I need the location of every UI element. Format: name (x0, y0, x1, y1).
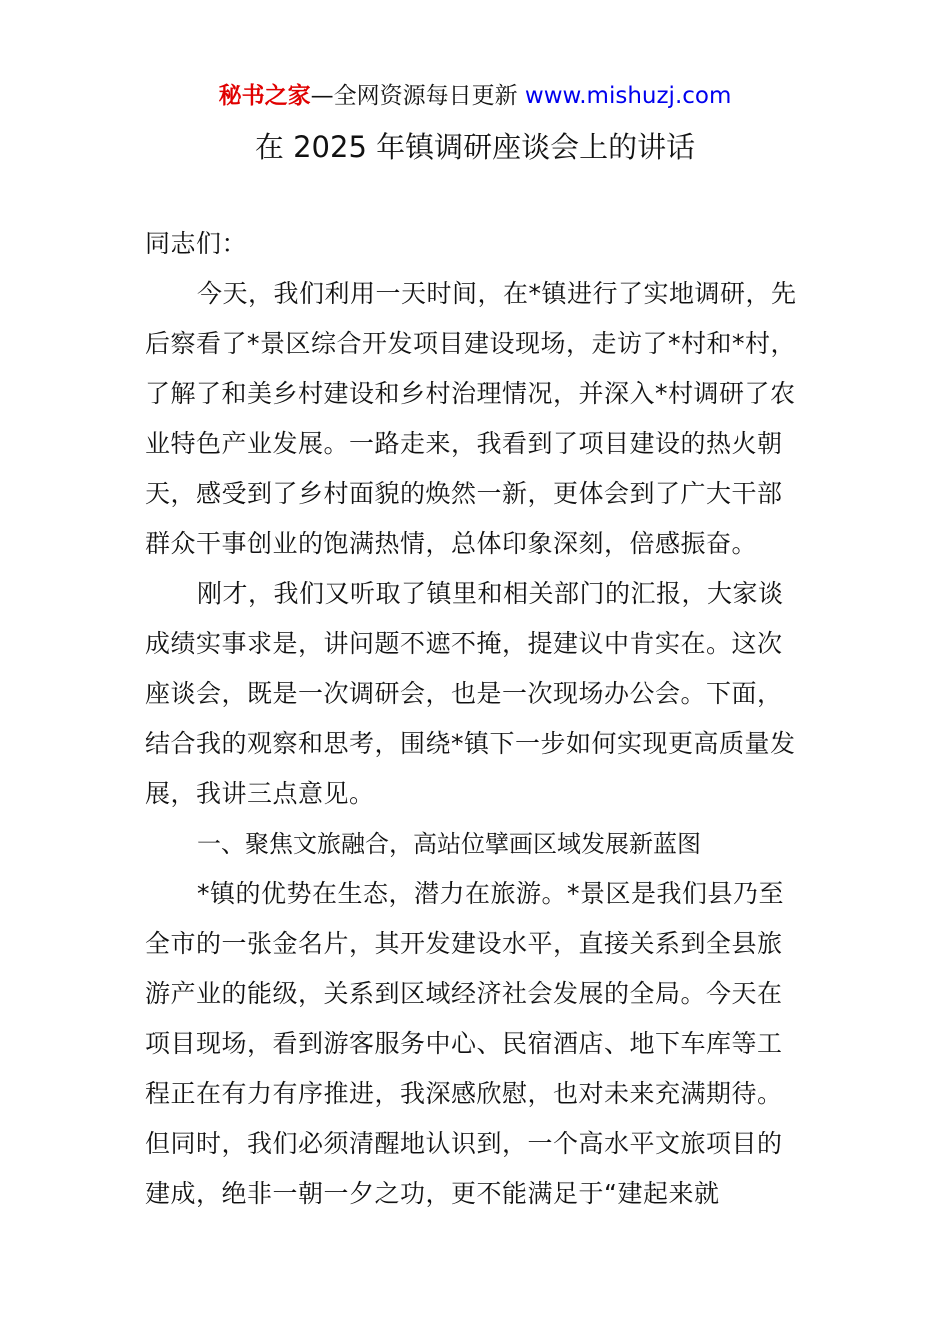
paragraph-line: 刚才，我们又听取了镇里和相关部门的汇报，大家谈 (197, 579, 784, 608)
paragraph-line: 但同时，我们必须清醒地认识到，一个高水平文旅项目的 (145, 1129, 783, 1158)
paragraph-line: 成绩实事求是，讲问题不遮不掩，提建议中肯实在。这次 (145, 629, 783, 658)
salutation-line: 同志们： (145, 229, 248, 258)
site-tagline: —全网资源每日更新 (310, 83, 525, 109)
paragraph-line: 程正在有力有序推进，我深感欣慰，也对未来充满期待。 (145, 1079, 783, 1108)
site-url-link[interactable]: www.mishuzj.com (524, 83, 732, 109)
paragraph-line: 项目现场，看到游客服务中心、民宿酒店、地下车库等工 (145, 1029, 783, 1058)
paragraph-line: 了解了和美乡村建设和乡村治理情况，并深入*村调研了农 (145, 379, 796, 408)
paragraph-line: 今天，我们利用一天时间，在*镇进行了实地调研，先 (197, 279, 797, 308)
paragraph-line: 群众干事创业的饱满热情，总体印象深刻，倍感振奋。 (145, 529, 758, 558)
paragraph-line: 业特色产业发展。一路走来，我看到了项目建设的热火朝 (145, 429, 783, 458)
paragraph-line: *镇的优势在生态，潜力在旅游。*景区是我们县乃至 (197, 879, 785, 908)
section-heading: 一、聚焦文旅融合，高站位擘画区域发展新蓝图 (197, 830, 701, 858)
site-header (0, 80, 950, 112)
paragraph-line: 天，感受到了乡村面貌的焕然一新，更体会到了广大干部 (145, 479, 783, 508)
paragraph-line: 全市的一张金名片，其开发建设水平，直接关系到全县旅 (145, 929, 783, 958)
paragraph-line: 座谈会，既是一次调研会，也是一次现场办公会。下面， (145, 679, 783, 708)
paragraph-line: 游产业的能级，关系到区域经济社会发展的全局。今天在 (145, 979, 783, 1008)
paragraph-line: 建成，绝非一朝一夕之功，更不能满足于“建起来就 (145, 1179, 720, 1208)
site-brand: 秘书之家 (218, 83, 311, 109)
document-title: 在 2025 年镇调研座谈会上的讲话 (254, 130, 696, 164)
paragraph-line: 后察看了*景区综合开发项目建设现场，走访了*村和*村， (145, 329, 797, 358)
paragraph-line: 结合我的观察和思考，围绕*镇下一步如何实现更高质量发 (145, 729, 796, 758)
paragraph-line: 展，我讲三点意见。 (145, 779, 375, 808)
document-body (145, 219, 810, 1219)
